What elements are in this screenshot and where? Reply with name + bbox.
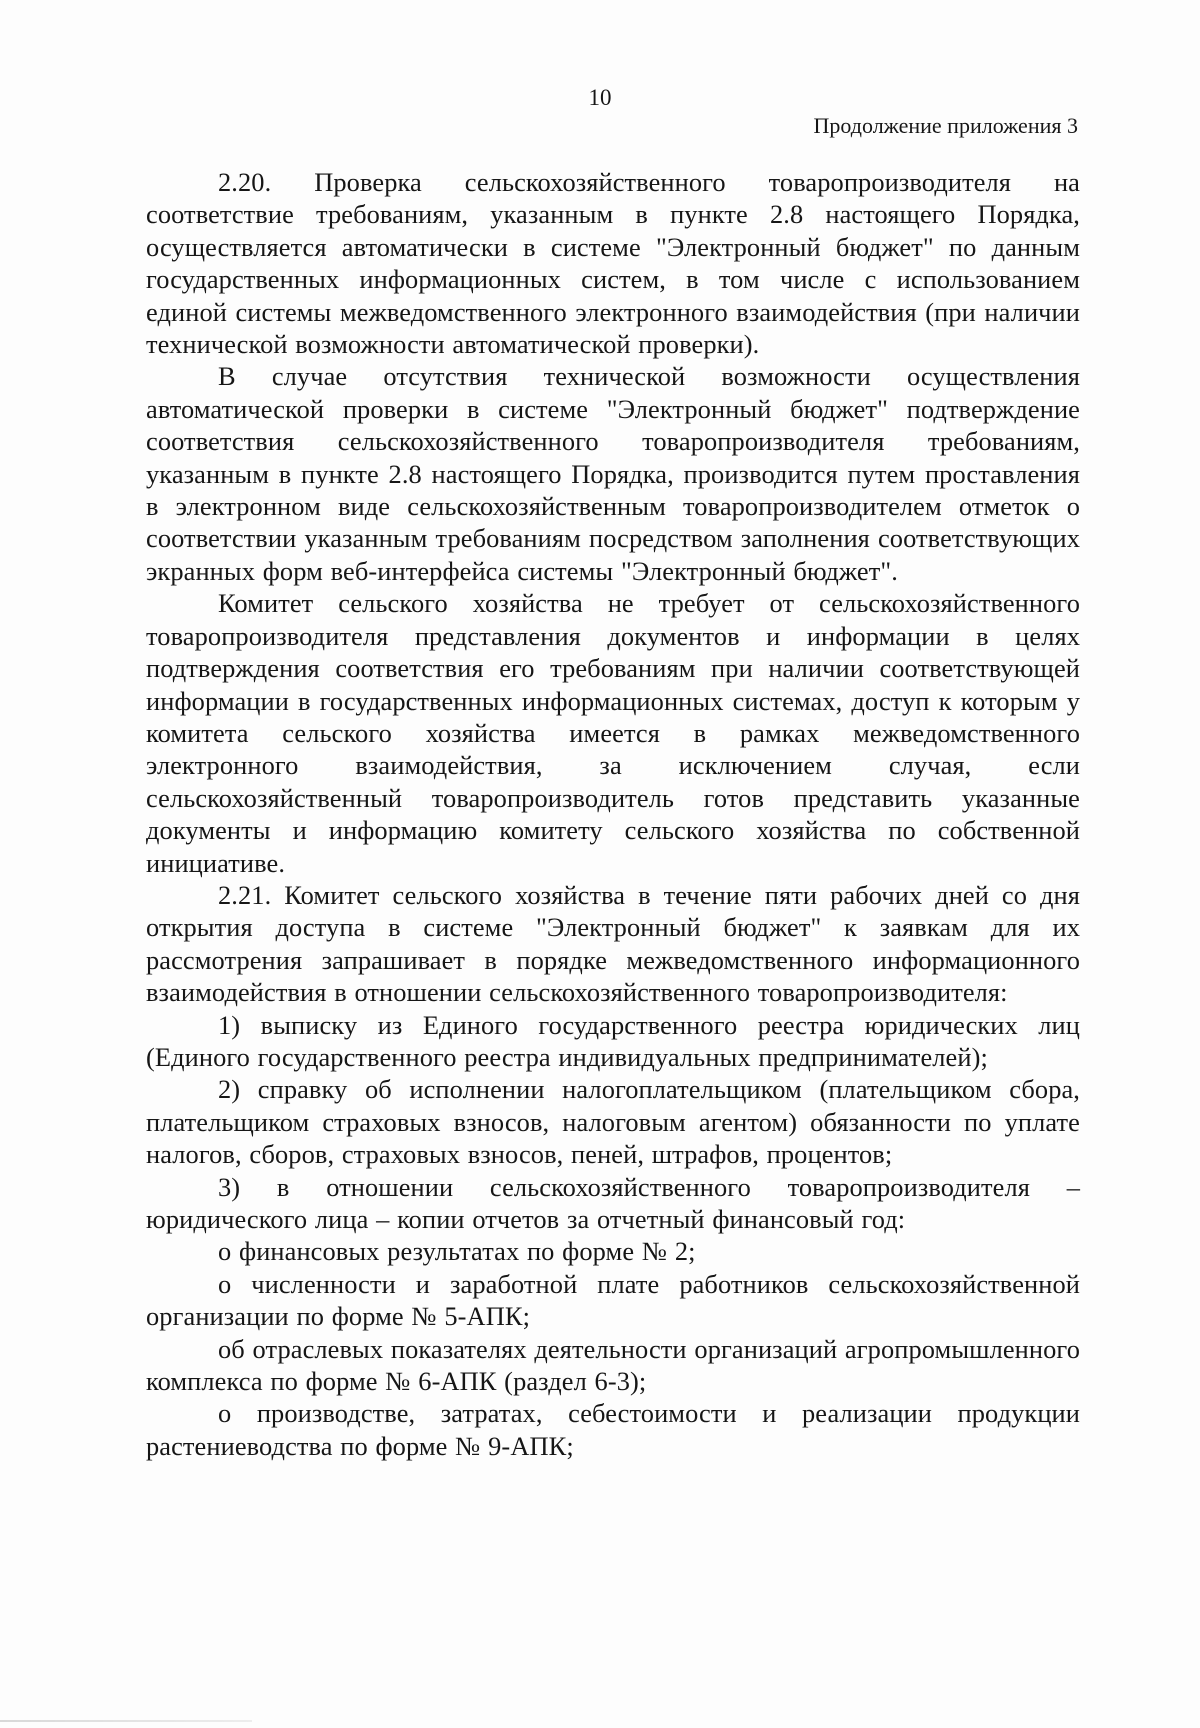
- sub-item-form-6-apk: об отраслевых показателях деятельности организаций агропромышленного комплекса по форме № 6-АПК (раздел 6-3);: [146, 1333, 1080, 1397]
- list-item-2: 2) справку об исполнении налогоплательщиком (плательщиком сбора, плательщиком страховых взносов, налоговым агентом) обязанности по уплате налогов, сборов, страховых взносов, пеней, штрафов, процентов;: [146, 1074, 1080, 1170]
- sub-item-form-5-apk: о численности и заработной плате работников сельскохозяйственной организации по форме № 5-АПК;: [146, 1268, 1080, 1332]
- sub-item-form-2: о финансовых результатах по форме № 2;: [218, 1236, 696, 1267]
- appendix-continuation-note: Продолжение приложения 3: [813, 113, 1078, 138]
- paragraph-no-auto-check: В случае отсутствия технической возможности осуществления автоматической проверки в системе "Электронный бюджет" подтверждение соответствия сельскохозяйственного товаропроизводителя требованиям, указанным в пункте 2.8 настоящего Порядка, производится путем проставления в электронном виде сельскохозяйственным товаропроизводителем отметок о соответствии указанным требованиям посредством заполнения соответствующих экранных форм веб-интерфейса системы "Электронный бюджет".: [146, 361, 1080, 586]
- list-item-3: 3) в отношении сельскохозяйственного товаропроизводителя – юридического лица – копии отчетов за отчетный финансовый год:: [146, 1171, 1080, 1234]
- sub-item-form-9-apk: о производстве, затратах, себестоимости и реализации продукции растениеводства по форме № 9-АПК;: [146, 1398, 1080, 1461]
- paragraph-committee-requirements: Комитет сельского хозяйства не требует от сельскохозяйственного товаропроизводителя представления документов и информации в целях подтверждения соответствия его требованиям при наличии соответствующей информации в государственных информационных системах, доступ к которым у комитета сельского хозяйства имеется в рамках межведомственного электронного взаимодействия, за исключением случая, если сельскохозяйственный товаропроизводитель готов представить указанные документы и информацию комитету сельского хозяйства по собственной инициативе.: [146, 588, 1080, 878]
- scan-edge-mark: [0, 1720, 252, 1722]
- list-item-1: 1) выписку из Единого государственного реестра юридических лиц (Единого государственного реестра индивидуальных предпринимателей);: [146, 1009, 1080, 1072]
- document-body: [146, 166, 1080, 1462]
- paragraph-2-20: 2.20. Проверка сельскохозяйственного товаропроизводителя на соответствие требованиям, указанным в пункте 2.8 настоящего Порядка, осуществляется автоматически в системе "Электронный бюджет" по данным государственных информационных систем, в том числе с использованием единой системы межведомственного электронного взаимодействия (при наличии технической возможности автоматической проверки).: [146, 167, 1080, 360]
- paragraph-2-21: 2.21. Комитет сельского хозяйства в течение пяти рабочих дней со дня открытия доступа в системе "Электронный бюджет" к заявкам для их рассмотрения запрашивает в порядке межведомственного информационного взаимодействия в отношении сельскохозяйственного товаропроизводителя:: [146, 879, 1080, 1008]
- page-number: 10: [588, 85, 612, 110]
